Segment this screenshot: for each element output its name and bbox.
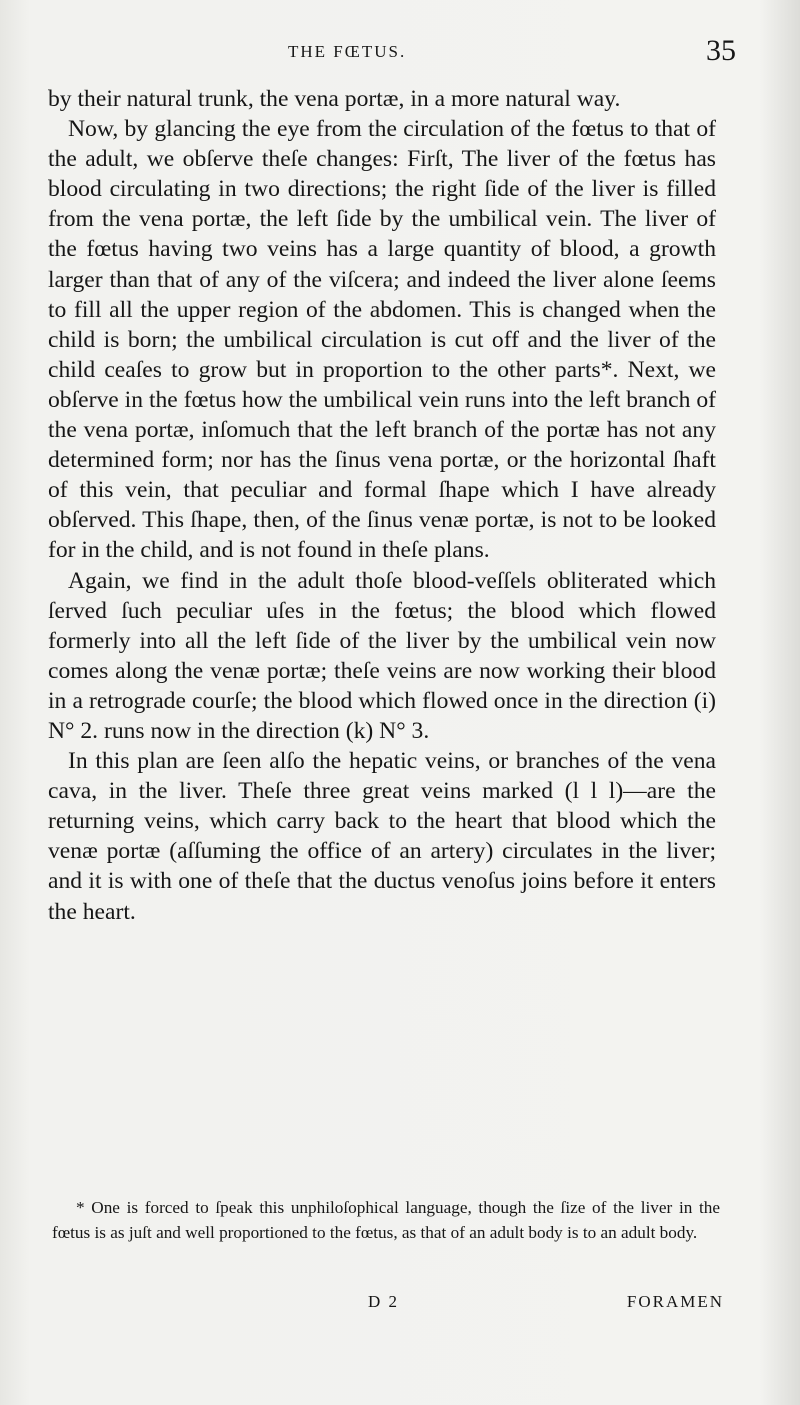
footnote-text: * One is forced to ſpeak this unphiloſophical language, though the ſize of the liver in the fœtus is as juſt and well proportioned to the fœtus, as that of an adult body is to an adult body. bbox=[52, 1198, 720, 1242]
page-number: 35 bbox=[706, 34, 736, 67]
signature-mark: D 2 bbox=[368, 1292, 400, 1311]
paragraph-hepatic-veins: In this plan are ſeen alſo the hepatic veins, or branches of the vena cava, in the liver. Theſe three great veins marked (l l l)—are the returning veins, which carry back to the heart that blood which the venæ portæ (aſſuming the office of an artery) circulates in the liver; and it is with one of theſe that the ductus venoſus joins before it enters the heart. bbox=[48, 748, 716, 925]
paragraph-continuation: by their natural trunk, the vena portæ, in a more natural way. bbox=[48, 86, 621, 112]
body-text bbox=[48, 84, 716, 927]
running-title: THE FŒTUS. bbox=[288, 42, 407, 61]
footnote bbox=[52, 1195, 720, 1245]
paragraph-changes: Now, by glancing the eye from the circulation of the fœtus to that of the adult, we obſerve theſe changes: Firſt, The liver of the fœtus has blood circulating in two directions; the right ſide of the liver is filled from the vena portæ, the left ſide by the umbilical vein. The liver of the fœtus having two veins has a large quantity of blood, a growth larger than that of any of the viſcera; and indeed the liver alone ſeems to fill all the upper region of the abdomen. This is changed when the child is born; the umbilical circulation is cut off and the liver of the child ceaſes to grow but in proportion to the other parts*. Next, we obſerve in the fœtus how the umbilical vein runs into the left branch of the vena portæ, inſomuch that the left branch of the portæ has not any determined form; nor has the ſinus vena portæ, or the horizontal ſhaft of this vein, that peculiar and formal ſhape which I have already obſerved. This ſhape, then, of the ſinus venæ portæ, is not to be looked for in the child, and is not found in theſe plans. bbox=[48, 116, 716, 564]
paragraph-obliterated-vessels: Again, we find in the adult thoſe blood-veſſels obliterated which ſerved ſuch peculiar uſes in the fœtus; the blood which flowed formerly into all the left ſide of the liver by the umbilical vein now comes along the venæ portæ; theſe veins are now working their blood in a retrograde courſe; the blood which flowed once in the direction (i) N° 2. runs now in the direction (k) N° 3. bbox=[48, 567, 716, 744]
page-header bbox=[48, 34, 736, 76]
catchword: FORAMEN bbox=[626, 1292, 724, 1311]
page-footer bbox=[48, 1292, 724, 1322]
